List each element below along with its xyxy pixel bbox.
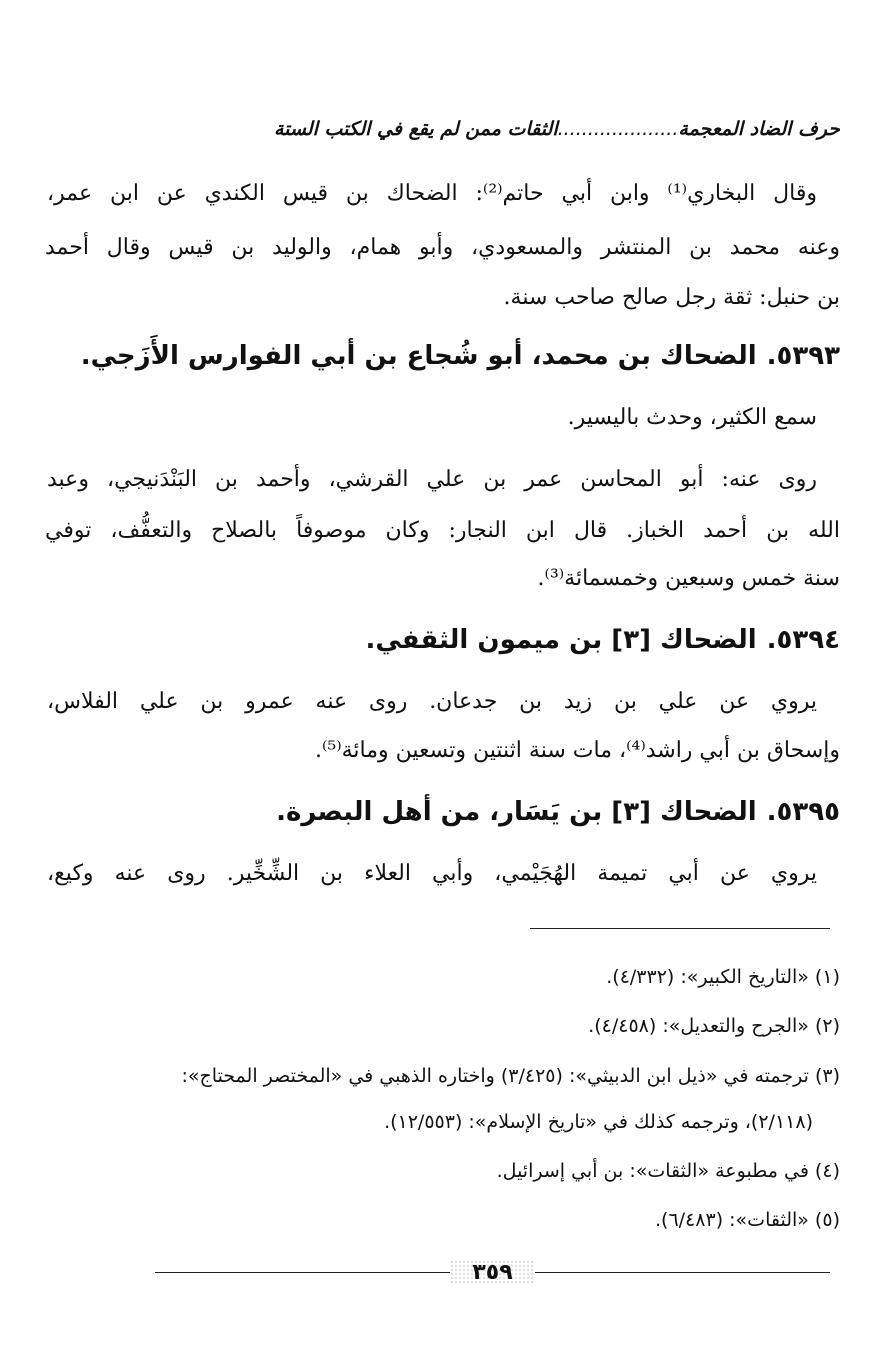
entry-title: الضحاك [٣] بن ميمون الثقفي.	[365, 625, 757, 655]
body-line: بن حنبل: ثقة رجل صالح صاحب سنة.	[503, 285, 840, 310]
entry-title: الضحاك بن محمد، أبو شُجاع بن أبي الفوارس الأَزَجي.	[80, 341, 757, 371]
running-head-right: الثقات ممن لم يقع في الكتب الستة	[273, 118, 558, 140]
body-line: سمع الكثير، وحدث باليسير.	[567, 405, 817, 430]
body-line: يروي عن أبي تميمة الهُجَيْمي، وأبي العلاء بن الشِّخِّير. روى عنه وكيع،	[47, 861, 817, 886]
body-line: الله بن أحمد الخباز. قال ابن النجار: وكان موصوفاً بالصلاح والتعفُّف، توفي	[45, 518, 840, 543]
footer-rule	[535, 1272, 830, 1273]
page-number: ٣٥٩	[450, 1260, 535, 1285]
footnote: (٢) «الجرح والتعديل»: (٤/٤٥٨).	[588, 1015, 840, 1037]
footnote-continuation: (٢/١١٨)، وترجمه كذلك في «تاريخ الإسلام»: (١٢/٥٥٣).	[384, 1111, 813, 1133]
running-head	[50, 118, 840, 140]
footnote: (١) «التاريخ الكبير»: (٤/٣٣٢).	[606, 966, 840, 988]
body-line: روى عنه: أبو المحاسن عمر بن علي القرشي، وأحمد بن البَنْدَنيجي، وعبد	[47, 467, 817, 492]
body-line: وإسحاق بن أبي راشد⁽⁴⁾، مات سنة اثنتين وتسعين ومائة⁽⁵⁾.	[315, 738, 840, 763]
running-head-left: حرف الضاد المعجمة	[678, 118, 840, 140]
footnote-separator	[530, 928, 830, 929]
entry-number: ٥٣٩٥.	[766, 797, 840, 827]
running-head-dots: ....................	[557, 118, 679, 140]
footnote: (٤) في مطبوعة «الثقات»: بن أبي إسرائيل.	[496, 1160, 840, 1182]
body-line: يروي عن علي بن زيد بن جدعان. روى عنه عمرو بن علي الفلاس،	[47, 689, 817, 714]
body-line: سنة خمس وسبعين وخمسمائة⁽³⁾.	[537, 566, 840, 591]
footnote: (٣) ترجمته في «ذيل ابن الدبيثي»: (٣/٤٢٥) واختاره الذهبي في «المختصر المحتاج»:	[181, 1065, 840, 1087]
entry-heading-5395	[45, 792, 840, 832]
entry-number: ٥٣٩٣.	[766, 341, 840, 371]
footnote: (٥) «الثقات»: (٦/٤٨٣).	[655, 1209, 840, 1231]
footer-rule	[155, 1272, 450, 1273]
body-line: وعنه محمد بن المنتشر والمسعودي، وأبو همام، والوليد بن قيس وقال أحمد	[45, 235, 840, 260]
entry-title: الضحاك [٣] بن يَسَار، من أهل البصرة.	[276, 797, 757, 827]
entry-heading-5394	[45, 620, 840, 660]
entry-number: ٥٣٩٤.	[766, 625, 840, 655]
body-line: وقال البخاري⁽¹⁾ وابن أبي حاتم⁽²⁾: الضحاك بن قيس الكندي عن ابن عمر،	[47, 181, 817, 206]
entry-heading-5393	[45, 336, 840, 376]
